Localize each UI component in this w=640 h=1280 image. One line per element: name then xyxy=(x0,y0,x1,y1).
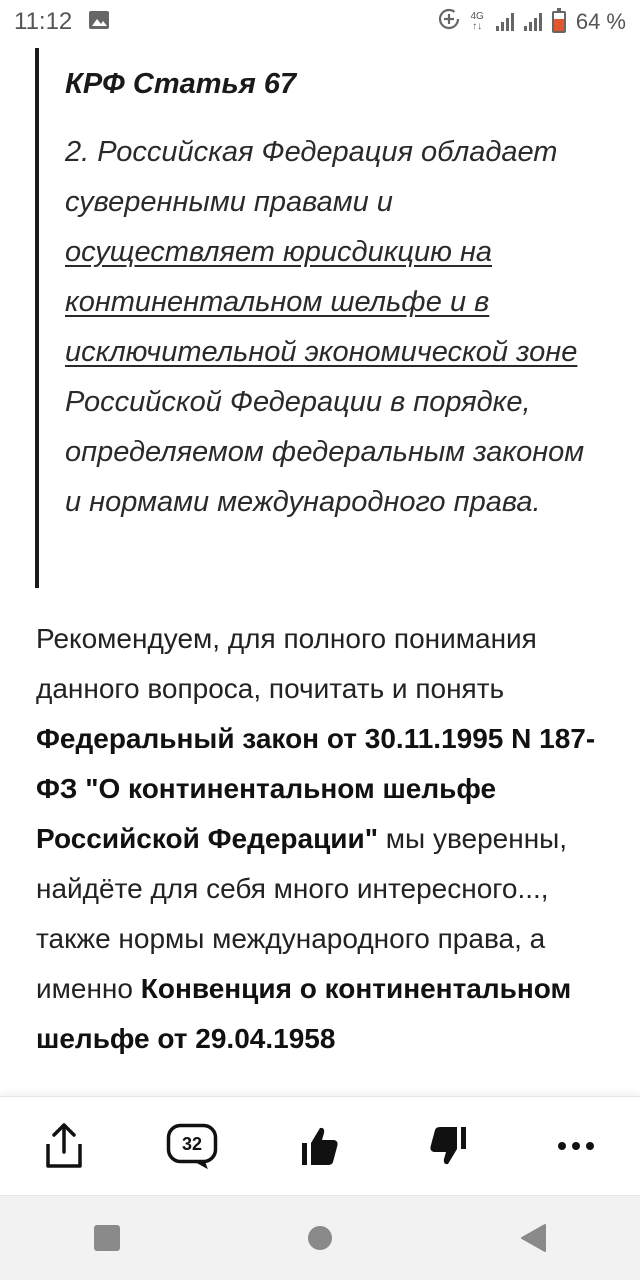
paragraph-part2: мы уверенны, найдёте для себя много интересного..., также нормы международного права, а именно xyxy=(36,823,568,1004)
system-nav-bar xyxy=(0,1196,640,1280)
quote-underlined-text: осуществляет юрисдикцию на континентальном шельфе и в исключительной экономической зоне xyxy=(65,236,578,368)
battery-percent: 64 % xyxy=(575,9,626,34)
back-icon xyxy=(519,1223,547,1253)
status-time: 11:12 xyxy=(14,8,73,35)
paragraph-bold-law: Федеральный закон от 30.11.1995 N 187-ФЗ "О континентальном шельфе Российской Федерации" xyxy=(36,723,596,854)
more-icon xyxy=(556,1140,596,1152)
article-paragraph xyxy=(36,614,626,1064)
quote-text xyxy=(65,127,595,527)
signal-icon-2 xyxy=(524,13,542,31)
network-type: 4G ↑↓ xyxy=(470,11,484,32)
back-button[interactable] xyxy=(503,1208,563,1268)
paragraph-bold-convention: Конвенция о континентальном шельфе от 29.04.1958 xyxy=(36,973,572,1054)
comment-icon xyxy=(166,1123,218,1169)
quote-text-part2: Российской Федерации в порядке, определяемом федеральным законом и нормами международного права. xyxy=(65,386,585,518)
dislike-button[interactable] xyxy=(418,1116,478,1176)
quote-title: КРФ Статья 67 xyxy=(65,68,297,100)
like-button[interactable] xyxy=(290,1116,350,1176)
status-bar xyxy=(0,0,640,44)
dislike-icon xyxy=(428,1125,468,1167)
comment-count: 32 xyxy=(181,1134,203,1154)
signal-icon xyxy=(496,13,514,31)
data-saver-icon xyxy=(437,7,461,37)
battery-icon xyxy=(552,11,566,33)
recents-button[interactable] xyxy=(77,1208,137,1268)
share-icon xyxy=(42,1122,86,1170)
home-icon xyxy=(306,1224,334,1252)
image-notification-icon xyxy=(88,10,110,35)
more-button[interactable] xyxy=(546,1116,606,1176)
share-button[interactable] xyxy=(34,1116,94,1176)
paragraph-part1: Рекомендуем, для полного понимания данного вопроса, почитать и понять xyxy=(36,623,537,704)
like-icon xyxy=(300,1125,340,1167)
blockquote xyxy=(35,48,595,588)
battery-fill xyxy=(554,19,564,31)
home-button[interactable] xyxy=(290,1208,350,1268)
quote-text-part1: 2. Российская Федерация обладает суверенными правами и xyxy=(65,136,558,218)
article-content xyxy=(0,44,640,1096)
comments-button[interactable] xyxy=(162,1116,222,1176)
action-bar xyxy=(0,1096,640,1196)
recents-icon xyxy=(92,1223,122,1253)
